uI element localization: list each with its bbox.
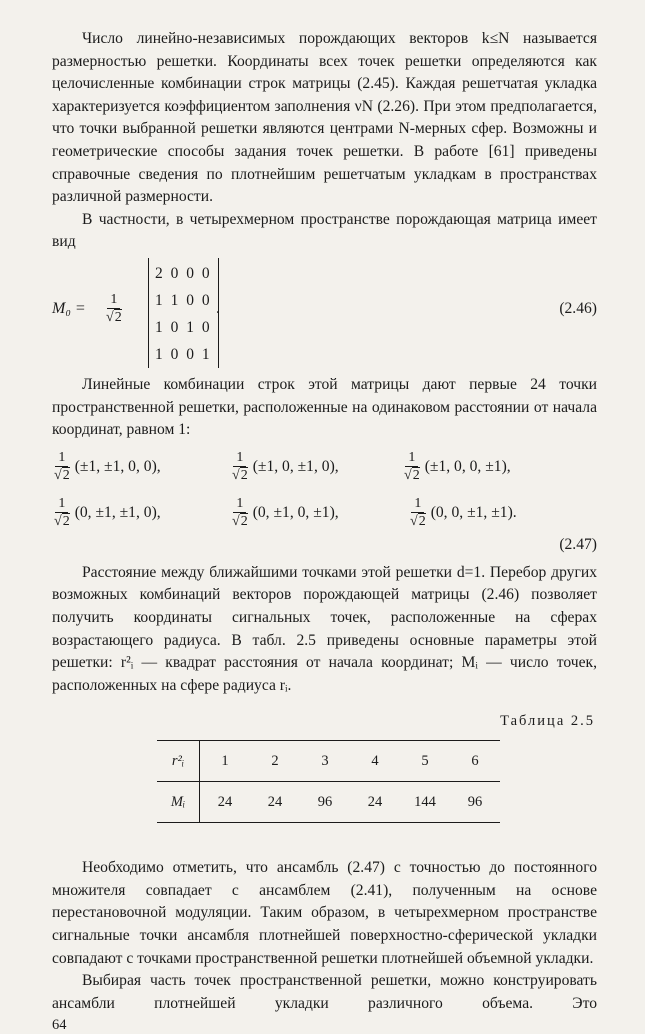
table-2-5 [157,740,500,823]
table-cell: 24 [350,782,400,823]
vector-tuple: (0, 0, ±1, ±1). [430,503,517,521]
generator-matrix [148,258,219,368]
paragraph-four-dim-intro: В частности, в четырехмерном пространстве порождающая матрица имеет вид [52,210,597,251]
matrix-row: 1 1 0 0 [155,291,212,309]
equation-2-46 [52,256,597,374]
matrix-label: M₀ = [52,299,86,317]
vector-group [408,496,517,530]
matrix-end-mark: . [216,299,220,317]
fraction-denominator: √2 [54,513,70,529]
vector-tuple: (±1, 0, 0, ±1), [424,457,511,475]
paragraph-lattice-dimension: Число линейно-независимых порождающих векторов k≤N называется размерностью решетки. Координаты всех точек решетки определяются как целочисленные комбинации строк матрицы (2.45). Каждая решетчатая укладка характеризуется коэффициентом заполнения νN (2.26). При этом предполагается, что точки выбранной решетки являются центрами N-мерных сфер. Возможны и геометрические способы задания точек решетки. В работе [61] приведены справочные сведения по плотнейшим решетчатым укладкам в пространствах различной размерности. [52,30,597,206]
table-cell: 96 [300,782,350,823]
sqrt-radicand: 2 [412,467,420,483]
vector-group [52,496,161,530]
vector-group [52,450,161,484]
table-cell: 6 [450,741,500,782]
fraction-numerator: 1 [233,450,246,467]
fraction-numerator: 1 [55,496,68,513]
fraction-numerator: 1 [55,450,68,467]
vector-group [402,450,511,484]
table-row [157,782,500,823]
fraction-numerator: 1 [411,496,424,513]
vector-row-1 [52,450,597,486]
fraction-numerator: 1 [405,450,418,467]
book-page [52,28,597,1034]
sqrt-radicand: 2 [114,309,122,325]
vector-scale-fraction [52,496,72,530]
table-row [157,741,500,782]
sqrt-radicand: 2 [418,513,426,529]
fraction-denominator: √2 [410,513,426,529]
page-number: 64 [52,1017,67,1034]
table-cell: 3 [300,741,350,782]
vector-scale-fraction [52,450,72,484]
sqrt-radicand: 2 [240,467,248,483]
sqrt-radicand: 2 [62,513,70,529]
vector-row-2 [52,496,597,532]
table-cell: 24 [200,782,251,823]
fraction-numerator: 1 [233,496,246,513]
sqrt-radicand: 2 [62,467,70,483]
table-cell: 96 [450,782,500,823]
fraction-denominator: √2 [232,467,248,483]
table-caption: Таблица 2.5 [500,713,595,730]
fraction-denominator: √2 [232,513,248,529]
table-cell: 4 [350,741,400,782]
table-cell: 144 [400,782,450,823]
matrix-row: 1 0 0 1 [155,345,212,363]
row-header: Mᵢ [157,782,200,823]
matrix-row: 1 0 1 0 [155,318,212,336]
table-cell: 1 [200,741,251,782]
fraction-numerator: 1 [107,292,120,309]
vector-tuple: (0, ±1, ±1, 0), [74,503,161,521]
vector-tuple: (±1, ±1, 0, 0), [74,457,161,475]
equation-number: (2.46) [559,299,597,317]
paragraph-distance: Расстояние между ближайшими точками этой решетки d=1. Перебор других возможных комбинаций векторов порождающей матрицы (2.46) позволяет получить координаты сигнальных точек, расположенные на сферах возрастающего радиуса. В табл. 2.5 приведены основные параметры этой решетки: r²ᵢ — квадрат расстояния от начала координат; Mᵢ — число точек, расположенных на сфере радиуса rᵢ. [52,563,597,694]
matrix-row: 2 0 0 0 [155,264,212,282]
vector-scale-fraction [230,496,250,530]
row-header: r²ᵢ [157,741,200,782]
paragraph-ensemble-note: Необходимо отметить, что ансамбль (2.47) с точностью до постоянного множителя совпадает с ансамблем (2.41), полученным на основе перестановочной модуляции. Таким образом, в четырехмерном пространстве сигнальные точки ансамбля плотнейшей поверхностно-сферической укладки совпадают с точками пространственной решетки плотнейшей объемной укладки. [52,859,597,967]
fraction-denominator: √2 [54,467,70,483]
vector-tuple: (±1, 0, ±1, 0), [252,457,339,475]
paragraph-selection: Выбирая часть точек пространственной решетки, можно конструировать ансамбли плотнейшей укладки различного объема. Это [52,972,597,1012]
vector-scale-fraction [408,496,428,530]
sqrt-radicand: 2 [240,513,248,529]
paragraph-linear-combinations: Линейные комбинации строк этой матрицы дают первые 24 точки пространственной решетки, расположенные на одинаковом расстоянии от начала координат, равном 1: [52,375,597,439]
matrix-scale-fraction [104,292,124,326]
vector-group [230,450,339,484]
vector-scale-fraction [402,450,422,484]
equation-number: (2.47) [559,535,597,553]
vector-scale-fraction [230,450,250,484]
table-cell: 2 [250,741,300,782]
table-cell: 5 [400,741,450,782]
vector-group [230,496,339,530]
table-cell: 24 [250,782,300,823]
vector-tuple: (0, ±1, 0, ±1), [252,503,339,521]
fraction-denominator: √2 [404,467,420,483]
fraction-denominator: √2 [106,309,122,325]
